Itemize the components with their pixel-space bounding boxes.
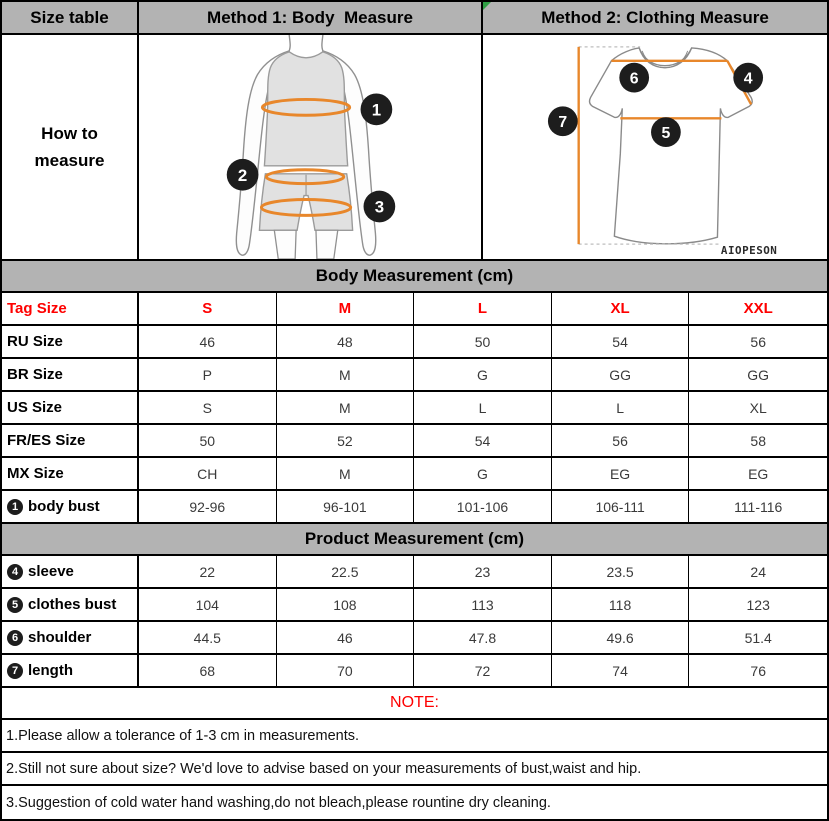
table-row <box>2 655 827 688</box>
product-measurement-title: Product Measurement (cm) <box>2 524 827 556</box>
svg-text:2: 2 <box>237 165 248 185</box>
size-value-cell: 54 <box>414 425 552 456</box>
row-label <box>2 556 139 587</box>
top-header-row <box>2 2 827 35</box>
note-item: 2.Still not sure about size? We'd love to advise based on your measurements of bust,waist and hip. <box>2 753 827 786</box>
row-label-text: clothes bust <box>28 596 117 613</box>
row-label-text: US Size <box>7 399 63 416</box>
row-label-text: sleeve <box>28 563 74 580</box>
marker-5-badge <box>651 117 681 147</box>
marker-1-badge <box>361 93 393 125</box>
table-row <box>2 622 827 655</box>
size-value-cell: 70 <box>277 655 415 686</box>
size-value-cell: 23 <box>414 556 552 587</box>
row-label-text: MX Size <box>7 465 64 482</box>
body-figure-svg <box>139 35 481 259</box>
row-label-text: Tag Size <box>7 300 67 317</box>
row-label-text: shoulder <box>28 629 92 646</box>
size-value-cell: 46 <box>139 326 277 357</box>
row-label-text: RU Size <box>7 333 63 350</box>
svg-text:6: 6 <box>629 70 639 88</box>
size-value-cell: 108 <box>277 589 415 620</box>
size-value-cell: 24 <box>750 563 766 580</box>
size-value-cell: 96-101 <box>277 491 415 522</box>
svg-text:1: 1 <box>371 100 382 120</box>
marker-3-badge <box>364 191 396 223</box>
size-value-cell: 23.5 <box>552 556 690 587</box>
row-label <box>2 589 139 620</box>
right-leg <box>316 230 338 259</box>
size-value-cell: EG <box>552 458 690 489</box>
svg-text:7: 7 <box>558 113 568 131</box>
size-value-cell: S <box>139 392 277 423</box>
row-label-text: BR Size <box>7 366 63 383</box>
size-value-cell: GG <box>552 359 690 390</box>
size-value-cell: 56 <box>750 333 766 350</box>
size-value-cell: M <box>277 359 415 390</box>
size-value-cell: 58 <box>750 432 766 449</box>
size-value-cell: L <box>414 293 552 324</box>
size-value-cell: 49.6 <box>552 622 690 653</box>
table-row <box>2 359 827 392</box>
size-value-cell: 46 <box>277 622 415 653</box>
method2-header <box>483 2 827 33</box>
row-label <box>2 622 139 653</box>
size-value-cell: 111-116 <box>734 498 783 515</box>
body-measurement-title: Body Measurement (cm) <box>2 261 827 293</box>
size-value-cell: 44.5 <box>139 622 277 653</box>
row-label <box>2 326 139 357</box>
cell-corner-flag-icon <box>483 2 491 10</box>
size-value-cell: 92-96 <box>139 491 277 522</box>
size-value-cell: M <box>277 293 415 324</box>
row-label-text: FR/ES Size <box>7 432 86 449</box>
size-value-cell: XL <box>552 293 690 324</box>
size-table-header: Size table <box>2 2 139 33</box>
size-value-cell: CH <box>139 458 277 489</box>
table-row <box>2 556 827 589</box>
size-value-cell: G <box>414 458 552 489</box>
size-value-cell: 68 <box>139 655 277 686</box>
marker-7-badge <box>548 106 578 136</box>
svg-text:4: 4 <box>743 70 753 88</box>
size-value-cell: G <box>414 359 552 390</box>
tag-size-row <box>2 293 827 326</box>
left-leg <box>274 230 296 259</box>
size-value-cell: 54 <box>552 326 690 357</box>
row-label <box>2 293 139 324</box>
size-value-cell: L <box>414 392 552 423</box>
size-value-cell: 101-106 <box>414 491 552 522</box>
size-value-cell: 72 <box>414 655 552 686</box>
row-label <box>2 392 139 423</box>
tshirt-figure-svg <box>483 35 827 259</box>
table-row <box>2 458 827 491</box>
marker-4-badge: 4 <box>7 564 23 580</box>
size-value-cell: 76 <box>750 662 766 679</box>
size-value-cell: 74 <box>552 655 690 686</box>
table-row <box>2 589 827 622</box>
product-measurement-table <box>2 556 827 688</box>
marker-4-badge <box>733 63 763 93</box>
marker-2-badge <box>227 159 259 191</box>
method1-header: Method 1: Body Measure <box>139 2 483 33</box>
size-value-cell: 22.5 <box>277 556 415 587</box>
table-row <box>2 491 827 524</box>
row-label-text: body bust <box>28 498 100 515</box>
tank-top <box>264 52 347 166</box>
how-to-measure-label: How to measure <box>2 35 139 259</box>
method2-header-label: Method 2: Clothing Measure <box>541 7 769 27</box>
clothing-measure-illustration <box>483 35 827 259</box>
brand-watermark: AIOPESON <box>720 244 778 258</box>
body-measure-illustration <box>139 35 483 259</box>
marker-6-badge: 6 <box>7 630 23 646</box>
table-row <box>2 425 827 458</box>
marker-7-badge: 7 <box>7 663 23 679</box>
size-value-cell: 104 <box>139 589 277 620</box>
size-value-cell: M <box>277 392 415 423</box>
size-value-cell: L <box>552 392 690 423</box>
notes-list <box>2 720 827 819</box>
size-value-cell: 56 <box>552 425 690 456</box>
size-value-cell: 50 <box>139 425 277 456</box>
row-label <box>2 359 139 390</box>
size-value-cell: 113 <box>414 589 552 620</box>
size-value-cell: 118 <box>552 589 690 620</box>
size-value-cell: 51.4 <box>744 629 772 646</box>
row-label <box>2 458 139 489</box>
size-value-cell: P <box>139 359 277 390</box>
size-value-cell: 47.8 <box>414 622 552 653</box>
note-item: 3.Suggestion of cold water hand washing,do not bleach,please rountine dry cleaning. <box>6 794 551 811</box>
size-value-cell: XXL <box>743 300 773 317</box>
table-row <box>2 392 827 425</box>
size-value-cell: EG <box>748 465 769 482</box>
row-label-text: length <box>28 662 73 679</box>
row-label <box>2 491 139 522</box>
size-value-cell: 48 <box>277 326 415 357</box>
marker-6-badge <box>619 63 649 93</box>
marker-1-badge: 1 <box>7 499 23 515</box>
svg-text:3: 3 <box>374 197 385 217</box>
size-value-cell: 22 <box>139 556 277 587</box>
size-value-cell: 106-111 <box>552 491 690 522</box>
size-value-cell: 52 <box>277 425 415 456</box>
marker-5-badge: 5 <box>7 597 23 613</box>
row-label <box>2 655 139 686</box>
size-value-cell: 50 <box>414 326 552 357</box>
svg-text:5: 5 <box>661 124 671 142</box>
size-value-cell: S <box>139 293 277 324</box>
illustration-row <box>2 35 827 261</box>
note-title: NOTE: <box>2 688 827 720</box>
note-item: 1.Please allow a tolerance of 1-3 cm in measurements. <box>2 720 827 753</box>
size-value-cell: M <box>277 458 415 489</box>
row-label <box>2 425 139 456</box>
size-value-cell: GG <box>747 366 770 383</box>
size-value-cell: 123 <box>746 596 770 613</box>
body-measurement-table <box>2 293 827 524</box>
table-row <box>2 326 827 359</box>
size-value-cell: XL <box>749 399 767 416</box>
